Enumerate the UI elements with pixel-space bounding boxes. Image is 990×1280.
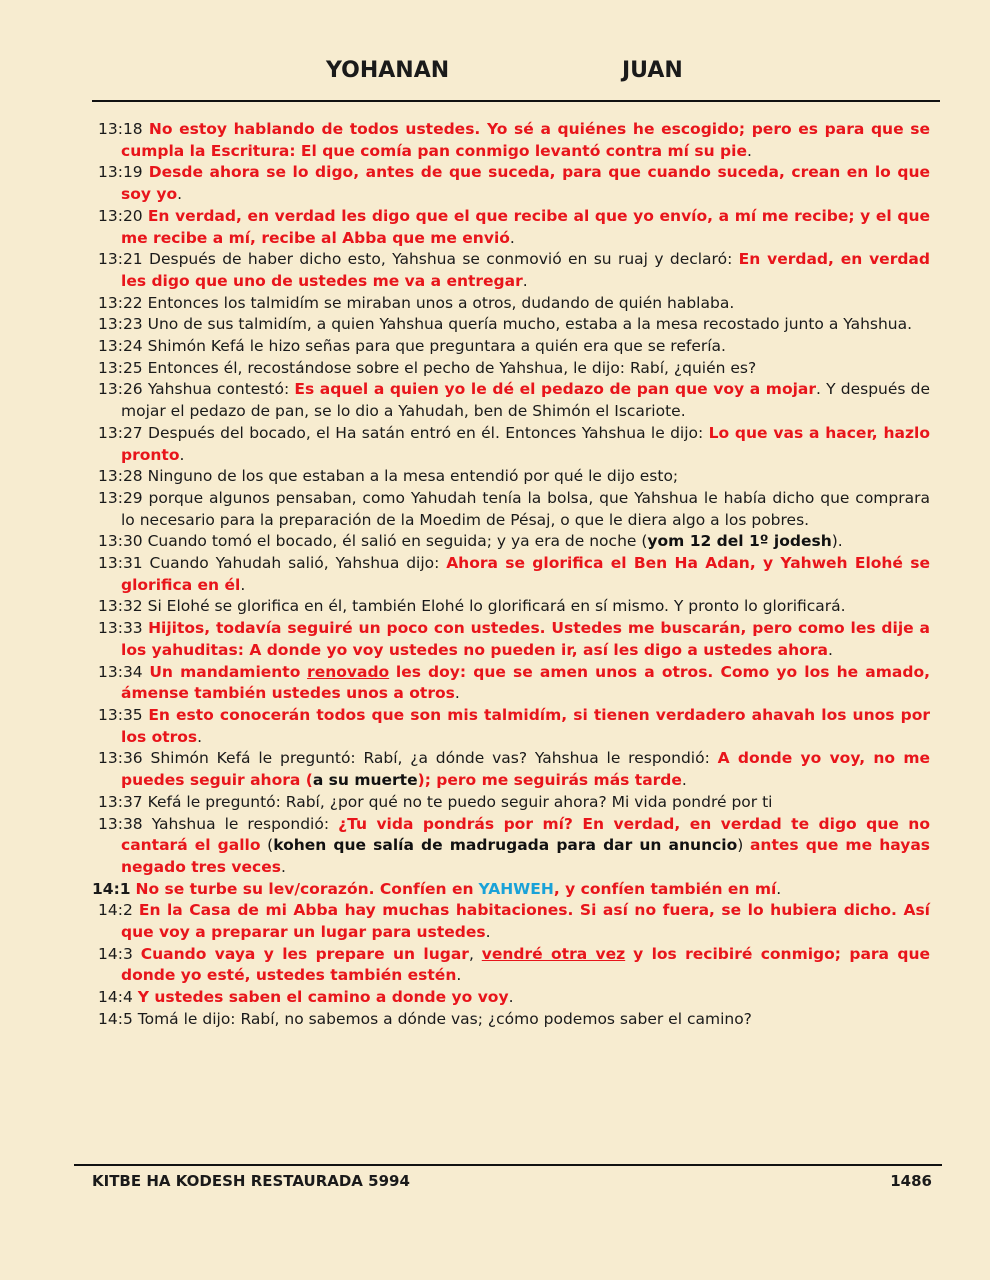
verse-13-31: 13:31 Cuando Yahudah salió, Yahshua dijo: Ahora se glorifica el Ben Ha Adan, y Yahweh Elohé se glorifica en él. [98, 554, 930, 594]
verse-ref: 13:38 [98, 814, 143, 833]
spoken-text: antes que me hayas negado tres veces [121, 836, 930, 876]
header-divider [92, 100, 940, 102]
verse-13-38: 13:38 Yahshua le respondió: ¿Tu vida pondrás por mí? En verdad, en verdad te digo que no cantará el gallo (kohen que salía de madrugada para dar un anuncio) antes que me hayas negado tres veces. [98, 814, 930, 876]
verse-14-5 [98, 1009, 930, 1031]
verse-ref: 13:28 [98, 467, 143, 486]
spoken-text: Desde ahora se lo digo, antes de que suceda, para que cuando suceda, crean en lo que soy yo [121, 163, 930, 204]
verse-13-30 [98, 531, 930, 553]
verse-13-27: 13:27 Después del bocado, el Ha satán entró en él. Entonces Yahshua le dijo: Lo que vas a hacer, hazlo pronto. [98, 423, 930, 464]
verse-ref: 14:3 [98, 944, 133, 963]
page-footer [92, 1172, 932, 1196]
spoken-text: No se turbe su lev/corazón. Confíen en [135, 879, 474, 898]
verse-ref: 13:26 [98, 380, 143, 399]
verse-ref: 13:20 [98, 206, 143, 225]
spoken-text: les doy: que se amen unos a otros. Como yo los he amado, ámense también ustedes unos a otros [121, 662, 930, 703]
verse-ref: 14:2 [98, 901, 133, 920]
verse-ref: 14:4 [98, 988, 133, 1007]
narrative-text: Cuando Yahudah salió, Yahshua dijo: [149, 554, 440, 573]
narrative-text: Cuando tomó el bocado, él salió en seguida; y ya era de noche ( [147, 532, 648, 551]
bold-note: kohen que salía de madrugada para dar un anuncio [273, 836, 738, 855]
verse-ref: 13:23 [98, 315, 143, 334]
narrative-text: Entonces los talmidím se miraban unos a otros, dudando de quién hablaba. [147, 293, 735, 312]
narrative-text: ). [831, 532, 843, 551]
verse-13-23 [98, 314, 930, 336]
verse-ref: 13:32 [98, 597, 143, 616]
verse-ref: 13:18 [98, 120, 143, 138]
verse-13-29 [98, 488, 930, 531]
narrative-text: Shimón Kefá le hizo señas para que preguntara a quién era que se refería. [147, 337, 726, 356]
spoken-text: En verdad, en verdad les digo que el que recibe al que yo envío, a mí me recibe; y el que me recibe a mí, recibe al Abba que me envió [121, 206, 930, 247]
narrative-text: Shimón Kefá le preguntó: Rabí, ¿a dónde vas? Yahshua le respondió: [150, 749, 710, 768]
bold-note: a su muerte [312, 771, 418, 790]
narrative-text: Uno de sus talmidím, a quien Yahshua quería mucho, estaba a la mesa recostado junto a Yahshua. [147, 315, 913, 334]
verse-13-32 [98, 596, 930, 618]
verse-ref: 13:30 [98, 532, 143, 551]
verse-13-18: 13:18 No estoy hablando de todos ustedes. Yo sé a quiénes he escogido; pero es para que se cumpla la Escritura: El que comía pan conmigo levantó contra mí su pie. [98, 120, 930, 160]
narrative-text: Ninguno de los que estaban a la mesa entendió por qué le dijo esto; [147, 467, 679, 486]
underlined-word: renovado [307, 662, 390, 681]
divine-name: YAHWEH [478, 879, 554, 898]
page-header [0, 58, 990, 90]
spoken-text: ¿Tu vida pondrás por mí? En verdad, en verdad te digo que no cantará el gallo [121, 814, 930, 855]
verse-13-24 [98, 336, 930, 358]
narrative-text: Kefá le preguntó: Rabí, ¿por qué no te puedo seguir ahora? Mi vida pondré por ti [147, 792, 773, 811]
verse-ref: 13:22 [98, 293, 143, 312]
narrative-text: Si Elohé se glorifica en él, también Elohé lo glorificará en sí mismo. Y pronto lo glorificará. [147, 597, 846, 616]
spoken-text: En esto conocerán todos que son mis talmidím, si tienen verdadero ahavah los unos por los otros [121, 705, 930, 746]
scripture-text [92, 119, 931, 1031]
verse-ref: 13:36 [98, 749, 143, 768]
spoken-text: Cuando vaya y les prepare un lugar [140, 944, 469, 963]
verse-ref: 13:25 [98, 358, 143, 377]
verse-13-20: 13:20 En verdad, en verdad les digo que el que recibe al que yo envío, a mí me recibe; y el que me recibe a mí, recibe al Abba que me envió. [98, 206, 930, 247]
spoken-text: Ahora se glorifica el Ben Ha Adan, y Yahweh Elohé se glorifica en él [121, 554, 930, 594]
verse-14-4: 14:4 Y ustedes saben el camino a donde yo voy. [98, 988, 514, 1007]
book-title-hebrew: YOHANAN [326, 58, 450, 83]
spoken-text: Y ustedes saben el camino a donde yo voy [137, 988, 509, 1007]
verse-13-35: 13:35 En esto conocerán todos que son mis talmidím, si tienen verdadero ahavah los unos por los otros. [98, 705, 930, 746]
verse-ref: 13:21 [98, 250, 143, 269]
underlined-phrase: vendré otra vez [481, 944, 626, 963]
verse-ref: 13:34 [98, 662, 143, 681]
verse-13-36: 13:36 Shimón Kefá le preguntó: Rabí, ¿a dónde vas? Yahshua le respondió: A donde yo voy, no me puedes seguir ahora (a su muerte); pero me seguirás más tarde. [98, 749, 930, 790]
verse-13-33: 13:33 Hijitos, todavía seguiré un poco con ustedes. Ustedes me buscarán, pero como les dije a los yahuditas: A donde yo voy ustedes no pueden ir, así les digo a ustedes ahora. [98, 619, 930, 659]
verse-ref: 13:33 [98, 619, 143, 638]
spoken-text: En verdad, en verdad les digo que uno de ustedes me va a entregar [121, 250, 930, 290]
verse-13-26: 13:26 Yahshua contestó: Es aquel a quien yo le dé el pedazo de pan que voy a mojar. Y después de mojar el pedazo de pan, se lo dio a Yahudah, ben de Shimón el Iscariote. [98, 380, 931, 421]
spoken-text: En la Casa de mi Abba hay muchas habitaciones. Si así no fuera, se lo hubiera dicho. Así que voy a preparar un lugar para ustedes [121, 901, 930, 942]
verse-13-37 [98, 792, 930, 814]
narrative-text: Yahshua le respondió: [151, 814, 330, 833]
spoken-text: Un mandamiento [149, 662, 301, 681]
spoken-text: Es aquel a quien yo le dé el pedazo de pan que voy a mojar [294, 380, 817, 399]
spoken-text: y los recibiré conmigo; para que donde yo esté, ustedes también estén [121, 944, 931, 985]
footer-divider [74, 1164, 942, 1166]
verse-ref: 13:37 [98, 792, 143, 811]
verse-ref: 13:27 [98, 423, 143, 442]
narrative-text: porque algunos pensaban, como Yahudah tenía la bolsa, que Yahshua le había dicho que comprara lo necesario para la preparación de la Moedim de Pésaj, o que le diera algo a los pobres. [121, 488, 930, 529]
spoken-text: ); pero me seguirás más tarde [417, 771, 682, 790]
verse-14-2: 14:2 En la Casa de mi Abba hay muchas habitaciones. Si así no fuera, se lo hubiera dicho. Así que voy a preparar un lugar para ustedes. [98, 901, 930, 942]
spoken-text: Hijitos, todavía seguiré un poco con ustedes. Ustedes me buscarán, pero como les dije a los yahuditas: A donde yo voy ustedes no pueden ir, así les digo a ustedes ahora [121, 619, 930, 659]
verse-13-28 [98, 466, 930, 488]
verse-14-1: 14:1 No se turbe su lev/corazón. Confíen en YAHWEH, y confíen también en mí. [92, 879, 782, 898]
narrative-text: Tomá le dijo: Rabí, no sabemos a dónde vas; ¿cómo podemos saber el camino? [137, 1009, 752, 1028]
spoken-text: Lo que vas a hacer, hazlo pronto [121, 423, 930, 464]
verse-13-19: 13:19 Desde ahora se lo digo, antes de que suceda, para que cuando suceda, crean en lo que soy yo. [98, 163, 930, 204]
verse-ref: 14:5 [98, 1009, 133, 1028]
verse-14-3: 14:3 Cuando vaya y les prepare un lugar, vendré otra vez y los recibiré conmigo; para que donde yo esté, ustedes también estén. [98, 944, 931, 985]
narrative-text: Después de haber dicho esto, Yahshua se conmovió en su ruaj y declaró: [149, 250, 733, 269]
page-number: 1486 [890, 1172, 932, 1190]
narrative-text: Entonces él, recostándose sobre el pecho de Yahshua, le dijo: Rabí, ¿quién es? [147, 358, 757, 377]
verse-13-25 [98, 358, 930, 380]
verse-ref: 13:24 [98, 337, 143, 356]
bold-note: yom 12 del 1º jodesh [647, 532, 832, 551]
narrative-text: Yahshua contestó: [147, 380, 290, 399]
verse-ref: 14:1 [92, 879, 131, 898]
narrative-text: Y después de mojar el pedazo de pan, se lo dio a Yahudah, ben de Shimón el Iscariote. [121, 380, 931, 421]
spoken-text: A donde yo voy, no me puedes seguir ahora ( [121, 749, 930, 790]
book-title-spanish: JUAN [622, 58, 683, 83]
footer-title: KITBE HA KODESH RESTAURADA 5994 [92, 1172, 410, 1190]
verse-ref: 13:35 [98, 705, 143, 724]
verse-ref: 13:29 [98, 488, 143, 507]
spoken-text: No estoy hablando de todos ustedes. Yo sé a quiénes he escogido; pero es para que se cumpla la Escritura: El que comía pan conmigo levantó contra mí su pie [121, 120, 930, 160]
verse-13-21: 13:21 Después de haber dicho esto, Yahshua se conmovió en su ruaj y declaró: En verdad, en verdad les digo que uno de ustedes me va a entregar. [98, 250, 930, 290]
spoken-text: , y confíen también en mí [553, 879, 777, 898]
verse-13-22 [98, 293, 930, 315]
verse-13-34: 13:34 Un mandamiento renovado les doy: que se amen unos a otros. Como yo los he amado, ámense también ustedes unos a otros. [98, 662, 930, 703]
verse-ref: 13:19 [98, 163, 143, 182]
narrative-text: Después del bocado, el Ha satán entró en él. Entonces Yahshua le dijo: [148, 423, 704, 442]
verse-ref: 13:31 [98, 554, 143, 573]
